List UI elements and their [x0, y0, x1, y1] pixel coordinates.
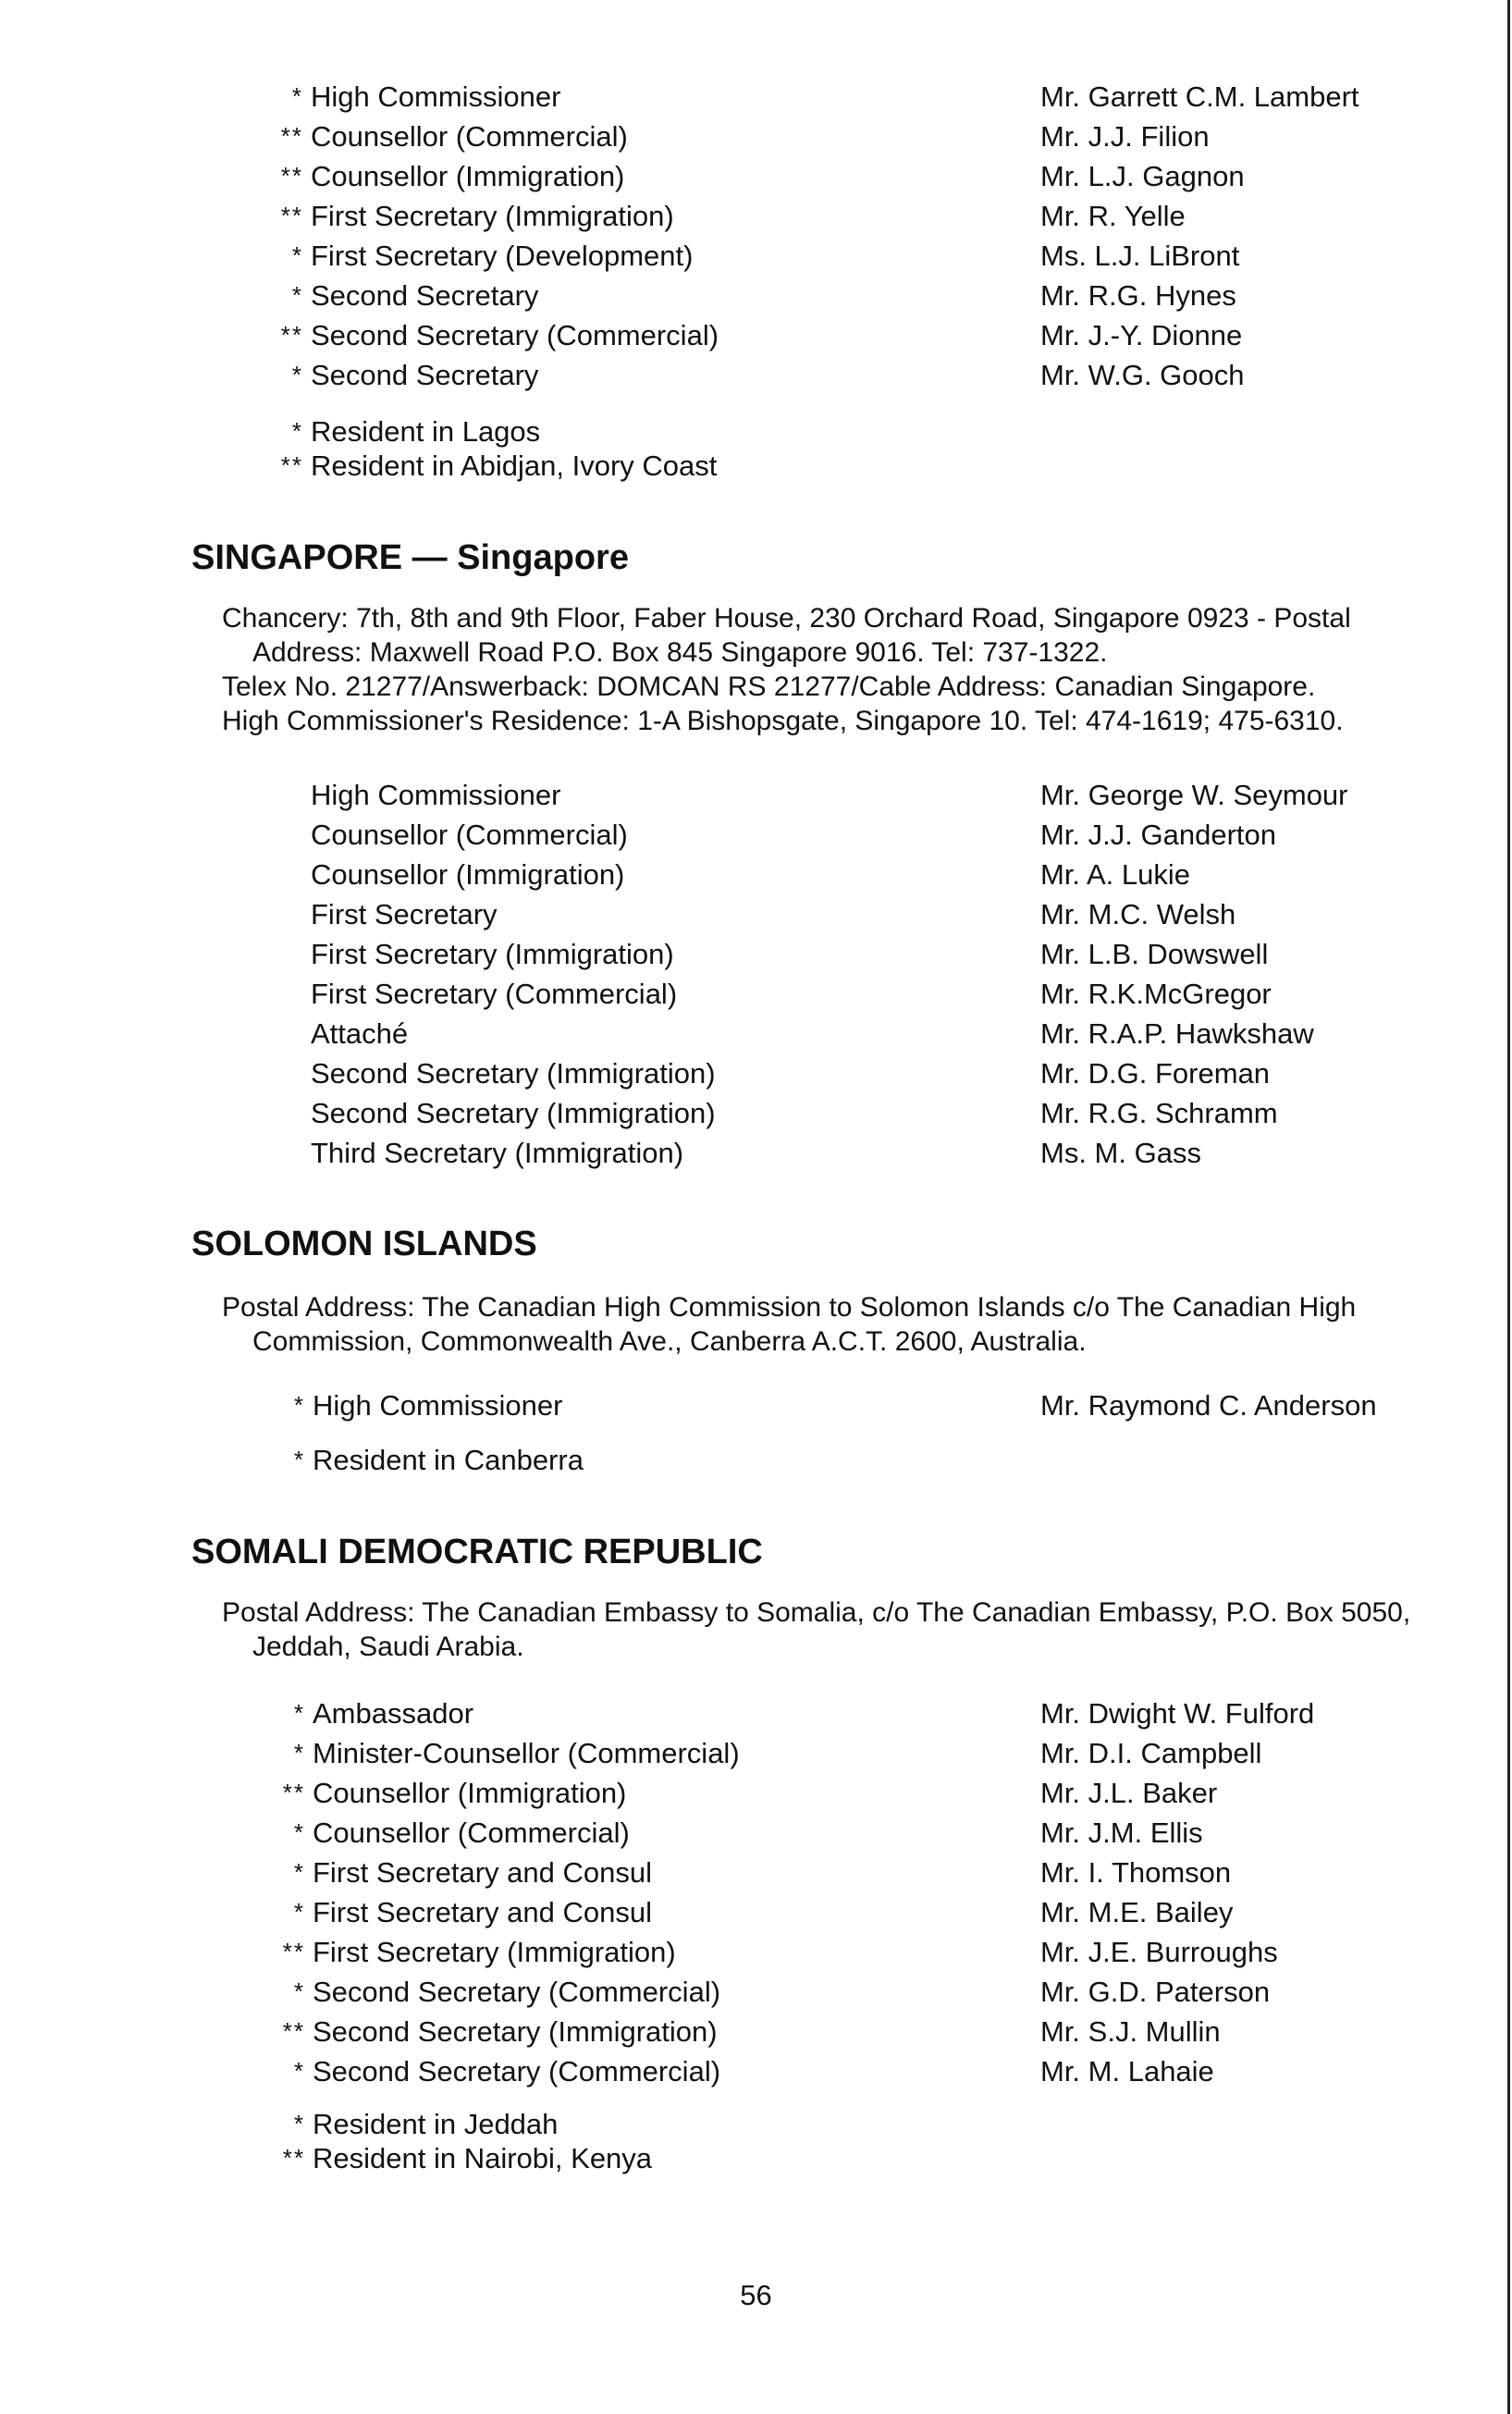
- staff-role: Counsellor (Immigration): [311, 160, 625, 192]
- footnote-mark: **: [282, 1938, 305, 1965]
- staff-name: Mr. Dwight W. Fulford: [1040, 1697, 1315, 1730]
- staff-name: Mr. J.L. Baker: [1040, 1777, 1218, 1809]
- staff-row: [0, 77, 1512, 117]
- staff-role: Counsellor (Commercial): [311, 819, 628, 851]
- footnote-mark: *: [291, 281, 303, 309]
- footnote-mark: *: [293, 1739, 305, 1767]
- staff-role: Counsellor (Immigration): [311, 858, 625, 891]
- section-heading-solomon-islands: SOLOMON ISLANDS: [191, 1225, 537, 1263]
- staff-row: [0, 1773, 1512, 1813]
- address-singapore: [222, 601, 1498, 738]
- section-heading-somali-democratic-republic: SOMALI DEMOCRATIC REPUBLIC: [191, 1533, 763, 1571]
- staff-list-solomon-islands: [0, 1386, 1512, 1425]
- footnote-mark: *: [293, 2110, 305, 2137]
- footnote-mark: *: [291, 417, 303, 445]
- staff-list-somalia: [0, 1693, 1512, 2091]
- staff-role: First Secretary (Development): [311, 240, 694, 272]
- staff-role: Second Secretary (Immigration): [313, 2015, 718, 2048]
- staff-row: [0, 355, 1512, 395]
- staff-row: [0, 1053, 1512, 1093]
- staff-name: Mr. M.E. Bailey: [1040, 1896, 1234, 1928]
- staff-role: Counsellor (Commercial): [311, 120, 628, 153]
- staff-role: Second Secretary (Commercial): [313, 2055, 721, 2088]
- staff-row: [0, 934, 1512, 974]
- staff-row: [0, 815, 1512, 855]
- footnote: [0, 1443, 1512, 1477]
- address-line: Telex No. 21277/Answerback: DOMCAN RS 21277/Cable Address: Canadian Singapore.: [222, 671, 1316, 702]
- footnote-mark: *: [293, 1391, 305, 1419]
- staff-name: Mr. L.J. Gagnon: [1040, 160, 1245, 192]
- address-line: Commission, Commonwealth Ave., Canberra A.C.T. 2600, Australia.: [252, 1326, 1087, 1357]
- staff-row: [0, 974, 1512, 1014]
- staff-role: Counsellor (Commercial): [313, 1817, 630, 1849]
- footnote-mark: *: [293, 1818, 305, 1846]
- staff-role: First Secretary and Consul: [313, 1856, 652, 1889]
- staff-name: Mr. R.A.P. Hawkshaw: [1040, 1017, 1314, 1050]
- staff-role: First Secretary (Immigration): [313, 1936, 676, 1968]
- staff-name: Mr. A. Lukie: [1040, 858, 1190, 891]
- staff-row: [0, 894, 1512, 934]
- footnote-mark: *: [293, 2057, 305, 2085]
- staff-name: Mr. George W. Seymour: [1040, 779, 1348, 811]
- footnote-text: Resident in Lagos: [311, 415, 541, 448]
- staff-row: [0, 156, 1512, 196]
- address-line: Postal Address: The Canadian Embassy to Somalia, c/o The Canadian Embassy, P.O. Box 5050,: [222, 1597, 1411, 1628]
- staff-name: Mr. G.D. Paterson: [1040, 1976, 1271, 2008]
- staff-role: First Secretary (Immigration): [311, 938, 674, 970]
- staff-list-previous-mission: [0, 77, 1512, 395]
- staff-row: [0, 1892, 1512, 1932]
- address-somalia: [222, 1595, 1498, 1664]
- staff-name: Mr. R.G. Schramm: [1040, 1097, 1278, 1129]
- footnote-text: Resident in Canberra: [313, 1444, 584, 1476]
- staff-name: Mr. R.G. Hynes: [1040, 279, 1236, 312]
- staff-row: [0, 2051, 1512, 2091]
- staff-role: Minister-Counsellor (Commercial): [313, 1737, 740, 1769]
- address-line: Address: Maxwell Road P.O. Box 845 Singapore 9016. Tel: 737-1322.: [252, 637, 1108, 668]
- staff-row: [0, 1733, 1512, 1773]
- staff-row: [0, 1813, 1512, 1853]
- staff-row: [0, 236, 1512, 276]
- footnote-mark: **: [280, 321, 303, 349]
- footnote-mark: **: [282, 1779, 305, 1806]
- address-solomon-islands: [222, 1290, 1498, 1359]
- footnote: [0, 414, 1512, 449]
- footnote-mark: *: [293, 1858, 305, 1886]
- staff-name: Mr. M. Lahaie: [1040, 2055, 1214, 2088]
- footnotes-solomon-islands: [0, 1443, 1512, 1477]
- staff-role: High Commissioner: [311, 779, 561, 811]
- staff-role: First Secretary (Immigration): [311, 200, 674, 232]
- footnote-mark: **: [280, 162, 303, 190]
- staff-row: [0, 1386, 1512, 1425]
- staff-name: Mr. Raymond C. Anderson: [1040, 1389, 1377, 1422]
- footnotes-previous-mission: [0, 414, 1512, 483]
- staff-row: [0, 1093, 1512, 1133]
- staff-row: [0, 855, 1512, 894]
- footnote-mark: **: [280, 202, 303, 229]
- staff-name: Mr. L.B. Dowswell: [1040, 938, 1269, 970]
- staff-role: Attaché: [311, 1017, 409, 1050]
- staff-name: Ms. M. Gass: [1040, 1137, 1201, 1169]
- staff-row: [0, 2012, 1512, 2051]
- staff-row: [0, 276, 1512, 315]
- footnote-mark: *: [293, 1446, 305, 1473]
- footnote-mark: *: [291, 82, 303, 110]
- staff-role: Ambassador: [313, 1697, 474, 1730]
- staff-name: Mr. D.G. Foreman: [1040, 1057, 1271, 1090]
- footnote-mark: *: [293, 1898, 305, 1926]
- staff-role: High Commissioner: [311, 80, 561, 113]
- staff-row: [0, 117, 1512, 156]
- staff-name: Mr. Garrett C.M. Lambert: [1040, 80, 1359, 113]
- staff-name: Mr. J.J. Filion: [1040, 120, 1210, 153]
- staff-role: Second Secretary: [311, 359, 539, 391]
- staff-row: [0, 1972, 1512, 2012]
- footnote: [0, 2141, 1512, 2175]
- footnote-mark: *: [291, 241, 303, 269]
- staff-name: Mr. J.J. Ganderton: [1040, 819, 1276, 851]
- footnotes-somalia: [0, 2107, 1512, 2175]
- staff-name: Mr. M.C. Welsh: [1040, 898, 1236, 930]
- staff-row: [0, 1932, 1512, 1972]
- staff-list-singapore: [0, 775, 1512, 1173]
- staff-row: [0, 315, 1512, 355]
- staff-row: [0, 196, 1512, 236]
- footnote-mark: **: [280, 122, 303, 150]
- footnote-mark: *: [291, 361, 303, 388]
- staff-row: [0, 1133, 1512, 1173]
- address-line: Postal Address: The Canadian High Commission to Solomon Islands c/o The Canadian High: [222, 1292, 1357, 1323]
- staff-role: Second Secretary (Immigration): [311, 1057, 716, 1090]
- footnote: [0, 2107, 1512, 2141]
- staff-name: Mr. J.M. Ellis: [1040, 1817, 1203, 1849]
- staff-name: Mr. D.I. Campbell: [1040, 1737, 1262, 1769]
- footnote-mark: **: [282, 2017, 305, 2045]
- footnote-mark: **: [280, 451, 303, 479]
- section-heading-singapore: SINGAPORE — Singapore: [191, 538, 629, 577]
- staff-role: High Commissioner: [313, 1389, 563, 1422]
- footnote: [0, 449, 1512, 483]
- staff-name: Mr. W.G. Gooch: [1040, 359, 1245, 391]
- staff-row: [0, 1693, 1512, 1733]
- staff-row: [0, 1853, 1512, 1892]
- staff-role: Second Secretary (Commercial): [311, 319, 719, 351]
- footnote-mark: *: [293, 1977, 305, 2005]
- staff-row: [0, 775, 1512, 815]
- staff-name: Mr. R. Yelle: [1040, 200, 1186, 232]
- address-line: Chancery: 7th, 8th and 9th Floor, Faber House, 230 Orchard Road, Singapore 0923 - Postal: [222, 603, 1351, 634]
- staff-role: Third Secretary (Immigration): [311, 1137, 684, 1169]
- footnote-mark: **: [282, 2144, 305, 2172]
- address-line: Jeddah, Saudi Arabia.: [252, 1632, 524, 1662]
- footnote-text: Resident in Nairobi, Kenya: [313, 2142, 653, 2174]
- staff-name: Mr. S.J. Mullin: [1040, 2015, 1221, 2048]
- staff-name: Mr. I. Thomson: [1040, 1856, 1232, 1889]
- staff-role: Second Secretary (Immigration): [311, 1097, 716, 1129]
- footnote-text: Resident in Abidjan, Ivory Coast: [311, 450, 718, 482]
- staff-role: First Secretary (Commercial): [311, 978, 678, 1010]
- staff-name: Mr. R.K.McGregor: [1040, 978, 1272, 1010]
- staff-role: First Secretary and Consul: [313, 1896, 652, 1928]
- staff-name: Ms. L.J. LiBront: [1040, 240, 1240, 272]
- staff-role: Counsellor (Immigration): [313, 1777, 627, 1809]
- staff-name: Mr. J.E. Burroughs: [1040, 1936, 1278, 1968]
- staff-role: First Secretary: [311, 898, 498, 930]
- staff-row: [0, 1014, 1512, 1053]
- page-number: 56: [740, 2279, 772, 2311]
- footnote-mark: *: [293, 1699, 305, 1727]
- address-line: High Commissioner's Residence: 1-A Bishopsgate, Singapore 10. Tel: 474-1619; 475-6310.: [222, 706, 1344, 736]
- staff-name: Mr. J.-Y. Dionne: [1040, 319, 1243, 351]
- footnote-text: Resident in Jeddah: [313, 2108, 559, 2140]
- staff-role: Second Secretary (Commercial): [313, 1976, 721, 2008]
- staff-role: Second Secretary: [311, 279, 539, 312]
